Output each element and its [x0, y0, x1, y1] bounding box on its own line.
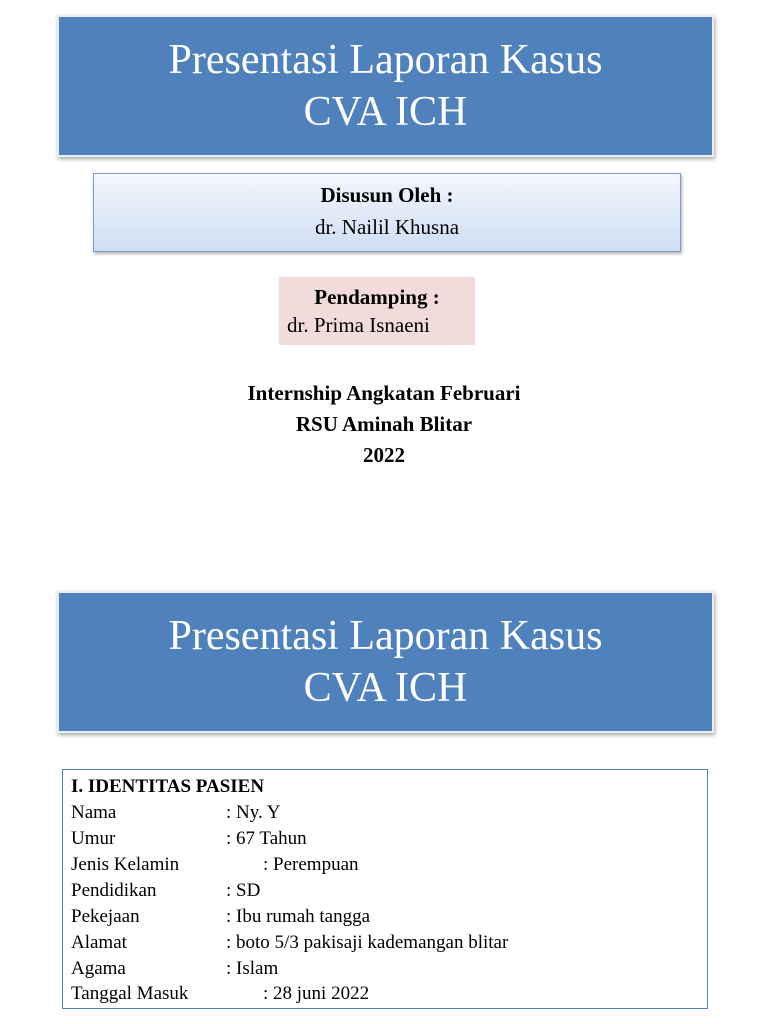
identity-label: Pendidikan — [71, 880, 157, 901]
identity-value: : Ibu rumah tangga — [226, 906, 371, 927]
slide2-title-line1: Presentasi Laporan Kasus — [168, 613, 603, 659]
identity-label: Alamat — [71, 932, 127, 953]
internship-info — [0, 378, 768, 471]
slide1-title-line1: Presentasi Laporan Kasus — [168, 37, 603, 83]
mentor-label: Pendamping : — [314, 285, 440, 309]
slide2-title-line2: CVA ICH — [303, 665, 468, 711]
identity-label: Agama — [71, 958, 126, 979]
author-name: dr. Nailil Khusna — [314, 215, 460, 239]
slide2-title-box — [57, 591, 714, 733]
identity-value: : SD — [226, 880, 261, 901]
section-title: I. IDENTITAS PASIEN — [71, 776, 265, 797]
identity-label: Umur — [71, 828, 116, 849]
author-box — [93, 173, 681, 252]
identity-value: : Islam — [226, 958, 279, 979]
internship-line1: Internship Angkatan Februari — [247, 381, 521, 405]
internship-line2: RSU Aminah Blitar — [295, 412, 473, 436]
identity-value: : Ny. Y — [226, 802, 281, 823]
identity-value: : boto 5/3 pakisaji kademangan blitar — [226, 932, 509, 953]
identity-label: Nama — [71, 802, 117, 823]
identity-label: Jenis Kelamin — [71, 854, 180, 875]
slide1-title-line2: CVA ICH — [303, 89, 468, 135]
internship-line3: 2022 — [363, 443, 405, 467]
identity-label: Tanggal Masuk — [71, 983, 189, 1004]
identity-value: : 28 juni 2022 — [263, 983, 370, 1004]
identity-value: : 67 Tahun — [226, 828, 307, 849]
slide1-title-box — [57, 15, 714, 157]
mentor-box — [279, 277, 475, 345]
author-label: Disusun Oleh : — [320, 183, 454, 207]
mentor-name: dr. Prima Isnaeni — [287, 313, 430, 337]
identity-label: Pekejaan — [71, 906, 140, 927]
patient-identity-box — [62, 769, 708, 1009]
identity-value: : Perempuan — [263, 854, 359, 875]
